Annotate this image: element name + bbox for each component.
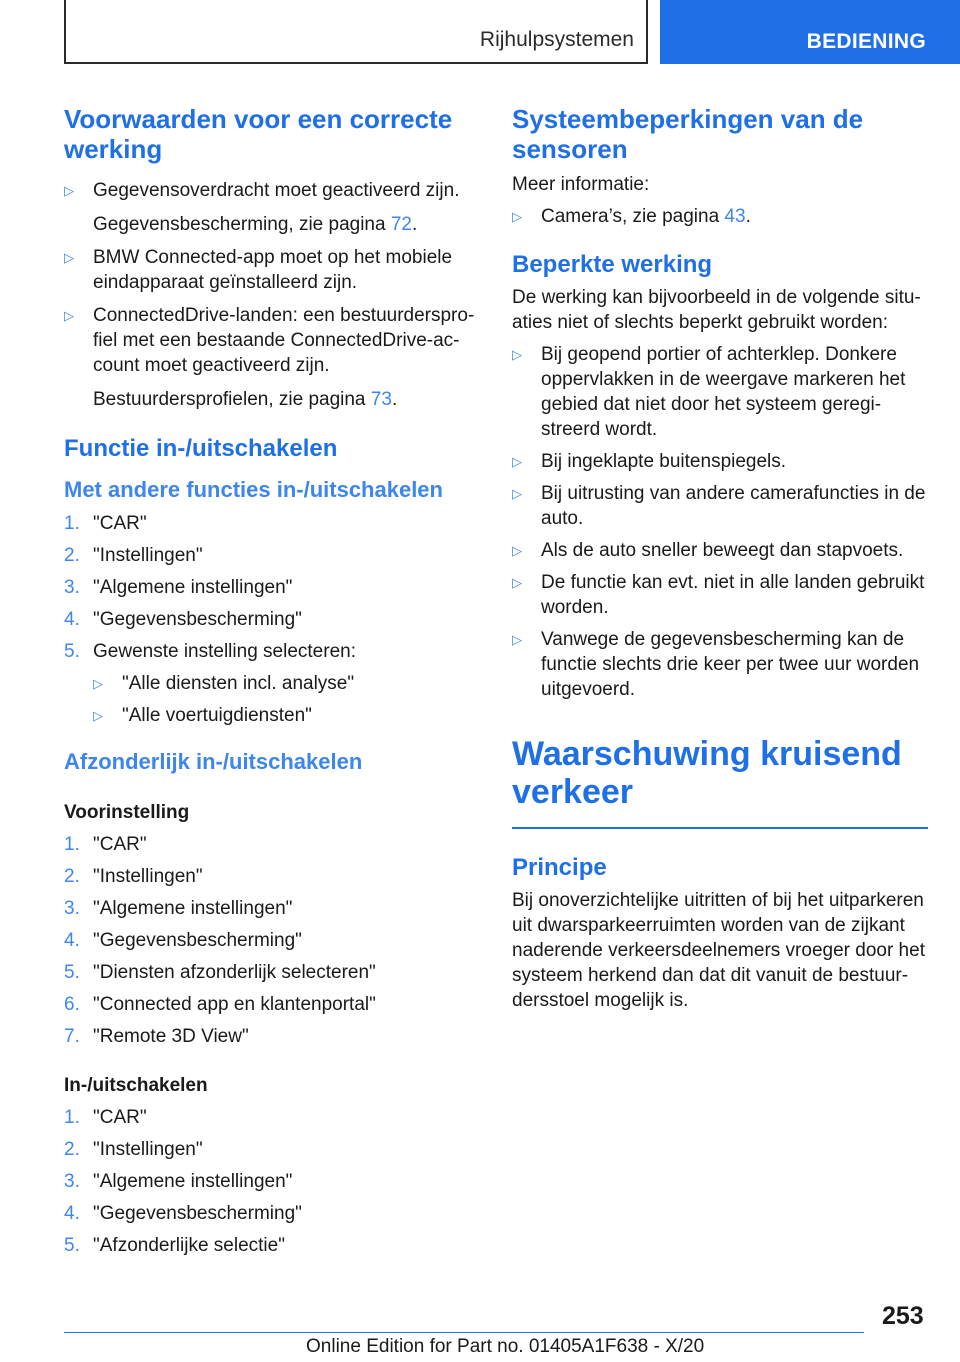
left-column [64, 104, 482, 1258]
triangle-right-icon: ▷ [512, 543, 522, 558]
header-section-title: Rijhulpsystemen [479, 28, 634, 51]
section-divider [512, 827, 928, 829]
conditions-list [64, 178, 482, 412]
page-link[interactable]: 73 [370, 389, 392, 410]
list-item: 3. "Algemene instellingen" [64, 1171, 293, 1192]
camera-ref-list [512, 204, 928, 229]
triangle-right-icon: ▷ [512, 209, 522, 224]
list-item: ▷ Als de auto sneller beweegt dan stapvoets. [512, 540, 904, 561]
list-item: ▷ De functie kan evt. niet in alle landen gebruikt worden. [512, 572, 925, 618]
triangle-right-icon: ▷ [512, 347, 522, 362]
heading-switch: Functie in-/uitschakelen [64, 435, 338, 462]
list-item: 2. "Instellingen" [64, 1139, 203, 1160]
list-item: 5. "Diensten afzonderlijk selecteren" [64, 962, 376, 983]
heading-onoff: In-/uitschakelen [64, 1075, 208, 1096]
list-item: ▷ Vanwege de gegevensbescherming kan de functie slechts drie keer per twee uur worden uitgevoerd. [512, 629, 920, 700]
heading-cross-traffic: Waarschuwing kruisend verkeer [512, 735, 902, 811]
list-item: 1. "CAR" [64, 1107, 147, 1128]
footer-divider [64, 1332, 864, 1333]
right-column [512, 104, 928, 1013]
limited-list [512, 342, 928, 702]
other-steps-list [64, 511, 482, 728]
list-item: ▷ BMW Connected-app moet op het mobiele eindapparaat geïnstalleerd zijn. [64, 247, 453, 293]
heading-principle: Principe [512, 854, 607, 881]
list-item: 3. "Algemene instellingen" [64, 577, 293, 598]
list-item: 6. "Connected app en klantenportal" [64, 994, 376, 1015]
cross-reference: Bestuurdersprofielen, zie pagina 73. [93, 389, 398, 410]
list-item: 4. "Gegevensbescherming" [64, 1203, 302, 1224]
list-item: 5. "Afzonderlijke selectie" [64, 1235, 285, 1256]
list-item: ▷ Camera’s, zie pagina 43. [512, 206, 751, 227]
list-item: 1. "CAR" [64, 834, 147, 855]
other-sub-list [93, 671, 482, 728]
list-item: 4. "Gegevensbescherming" [64, 609, 302, 630]
list-item: ▷ ConnectedDrive-landen: een bestuurdersprofiel met een bestaande ConnectedDrive-account moet geactiveerd zijn. Bestuurdersprofielen, zie pagina 73. [64, 303, 482, 412]
page-number: 253 [882, 1302, 924, 1330]
principle-text: Bij onoverzichtelijke uitritten of bij het uitparkeren uit dwarsparkeerruimten worden van de zijkant naderende verkeersdeelnemers vroeger door het systeem herkend dan dat dit vanuit de bestuurdersstoel mogelijk is. [512, 890, 925, 1011]
heading-other-functions: Met andere functies in-/uitschakelen [64, 477, 443, 502]
triangle-right-icon: ▷ [93, 676, 103, 691]
triangle-right-icon: ▷ [512, 632, 522, 647]
page-link[interactable]: 72 [390, 214, 412, 235]
list-item: ▷ "Alle voertuigdiensten" [93, 705, 312, 726]
triangle-right-icon: ▷ [512, 454, 522, 469]
triangle-right-icon: ▷ [64, 250, 74, 265]
header-chapter-title: BEDIENING [806, 30, 926, 53]
list-item: ▷ Gegevensoverdracht moet geactiveerd zijn. Gegevensbescherming, zie pagina 72. [64, 178, 482, 237]
heading-sensor-limits: Systeembeperkingen van de sensoren [512, 104, 864, 164]
footer-edition: Online Edition for Part no. 01405A1F638 - X/20 [306, 1336, 705, 1357]
onoff-steps-list [64, 1105, 482, 1258]
triangle-right-icon: ▷ [64, 183, 74, 198]
list-item: ▷ Bij geopend portier of achterklep. Donkere oppervlakken in de weergave markeren het gebied dat niet door het systeem geregistreerd wordt. [512, 344, 906, 440]
header-chapter-tab [660, 0, 960, 64]
more-info-label: Meer informatie: [512, 174, 650, 195]
list-item: 3. "Algemene instellingen" [64, 898, 293, 919]
preset-steps-list [64, 832, 482, 1049]
cross-reference: Gegevensbescherming, zie pagina 72. [93, 214, 418, 235]
list-item: 4. "Gegevensbescherming" [64, 930, 302, 951]
list-item: ▷ Bij ingeklapte buitenspiegels. [512, 451, 787, 472]
heading-limited: Beperkte werking [512, 251, 713, 278]
list-item: 1. "CAR" [64, 513, 147, 534]
list-item: 5. Gewenste instelling selecteren: ▷ "Alle diensten incl. analyse" ▷ "Alle voertuigdiensten" [64, 639, 482, 728]
header-section-box [64, 0, 648, 64]
list-item: 2. "Instellingen" [64, 866, 203, 887]
page-link[interactable]: 43 [724, 206, 746, 227]
list-item: ▷ "Alle diensten incl. analyse" [93, 673, 355, 694]
list-item: 2. "Instellingen" [64, 545, 203, 566]
heading-conditions: Voorwaarden voor een correcte werking [64, 104, 453, 164]
triangle-right-icon: ▷ [64, 308, 74, 323]
list-item: ▷ Bij uitrusting van andere camerafuncties in de auto. [512, 483, 926, 529]
limited-intro: De werking kan bijvoorbeeld in de volgende situaties niet of slechts beperkt gebruikt worden: [512, 287, 921, 333]
list-item: 7. "Remote 3D View" [64, 1026, 249, 1047]
triangle-right-icon: ▷ [512, 575, 522, 590]
heading-preset: Voorinstelling [64, 802, 190, 823]
triangle-right-icon: ▷ [512, 486, 522, 501]
triangle-right-icon: ▷ [93, 708, 103, 723]
heading-separate: Afzonderlijk in-/uitschakelen [64, 749, 363, 774]
